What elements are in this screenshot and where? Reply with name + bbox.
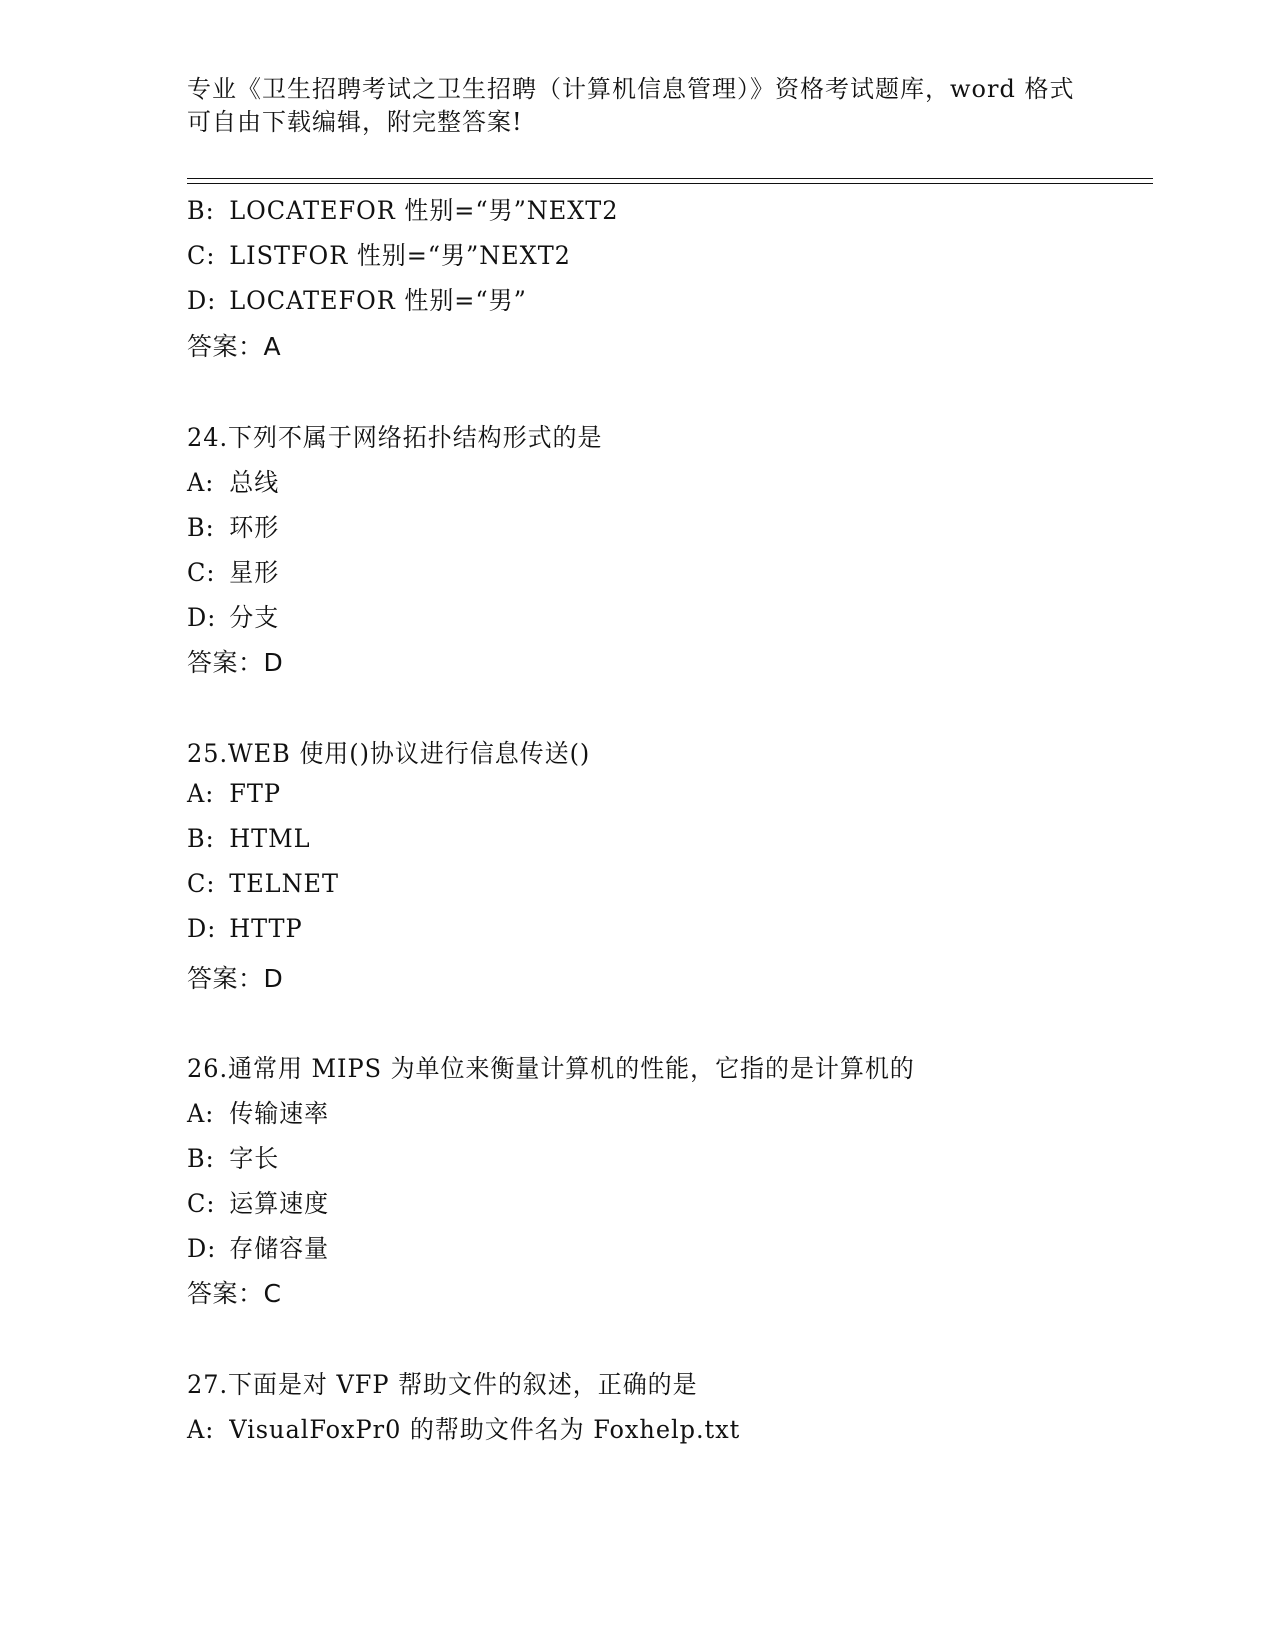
option-c: C: TELNET <box>187 869 339 898</box>
option-d: D: LOCATEFOR 性别=“男” <box>187 286 527 315</box>
header-divider-bottom <box>187 183 1153 184</box>
option-b: B: HTML <box>187 824 311 853</box>
header-divider-top <box>187 178 1153 179</box>
header-line-1: 专业《卫生招聘考试之卫生招聘（计算机信息管理）》资格考试题库，word 格式 <box>187 75 1075 103</box>
header-line-2: 可自由下载编辑，附完整答案! <box>187 108 523 136</box>
answer-text: 答案：A <box>187 332 282 361</box>
document-header <box>187 73 1087 139</box>
answer-text: 答案：D <box>187 648 284 677</box>
option-a: A: 总线 <box>187 468 280 497</box>
option-c: C: 运算速度 <box>187 1189 330 1218</box>
question-26: 26.通常用 MIPS 为单位来衡量计算机的性能，它指的是计算机的 <box>187 1054 915 1083</box>
option-c: C: 星形 <box>187 558 280 587</box>
question-24: 24.下列不属于网络拓扑结构形式的是 <box>187 423 603 452</box>
answer-text: 答案：C <box>187 1279 282 1308</box>
option-c: C: LISTFOR 性别=“男”NEXT2 <box>187 241 571 270</box>
option-b: B: LOCATEFOR 性别=“男”NEXT2 <box>187 196 619 225</box>
option-d: D: 分支 <box>187 603 280 632</box>
option-d: D: HTTP <box>187 914 303 943</box>
option-b: B: 环形 <box>187 513 280 542</box>
answer-text: 答案：D <box>187 964 284 993</box>
option-a: A: FTP <box>187 779 281 808</box>
question-27: 27.下面是对 VFP 帮助文件的叙述，正确的是 <box>187 1370 698 1399</box>
question-25: 25.WEB 使用()协议进行信息传送() <box>187 739 591 768</box>
option-b: B: 字长 <box>187 1144 280 1173</box>
option-a: A: 传输速率 <box>187 1099 330 1128</box>
option-a: A: VisualFoxPr0 的帮助文件名为 Foxhelp.txt <box>187 1415 741 1444</box>
option-d: D: 存储容量 <box>187 1234 330 1263</box>
